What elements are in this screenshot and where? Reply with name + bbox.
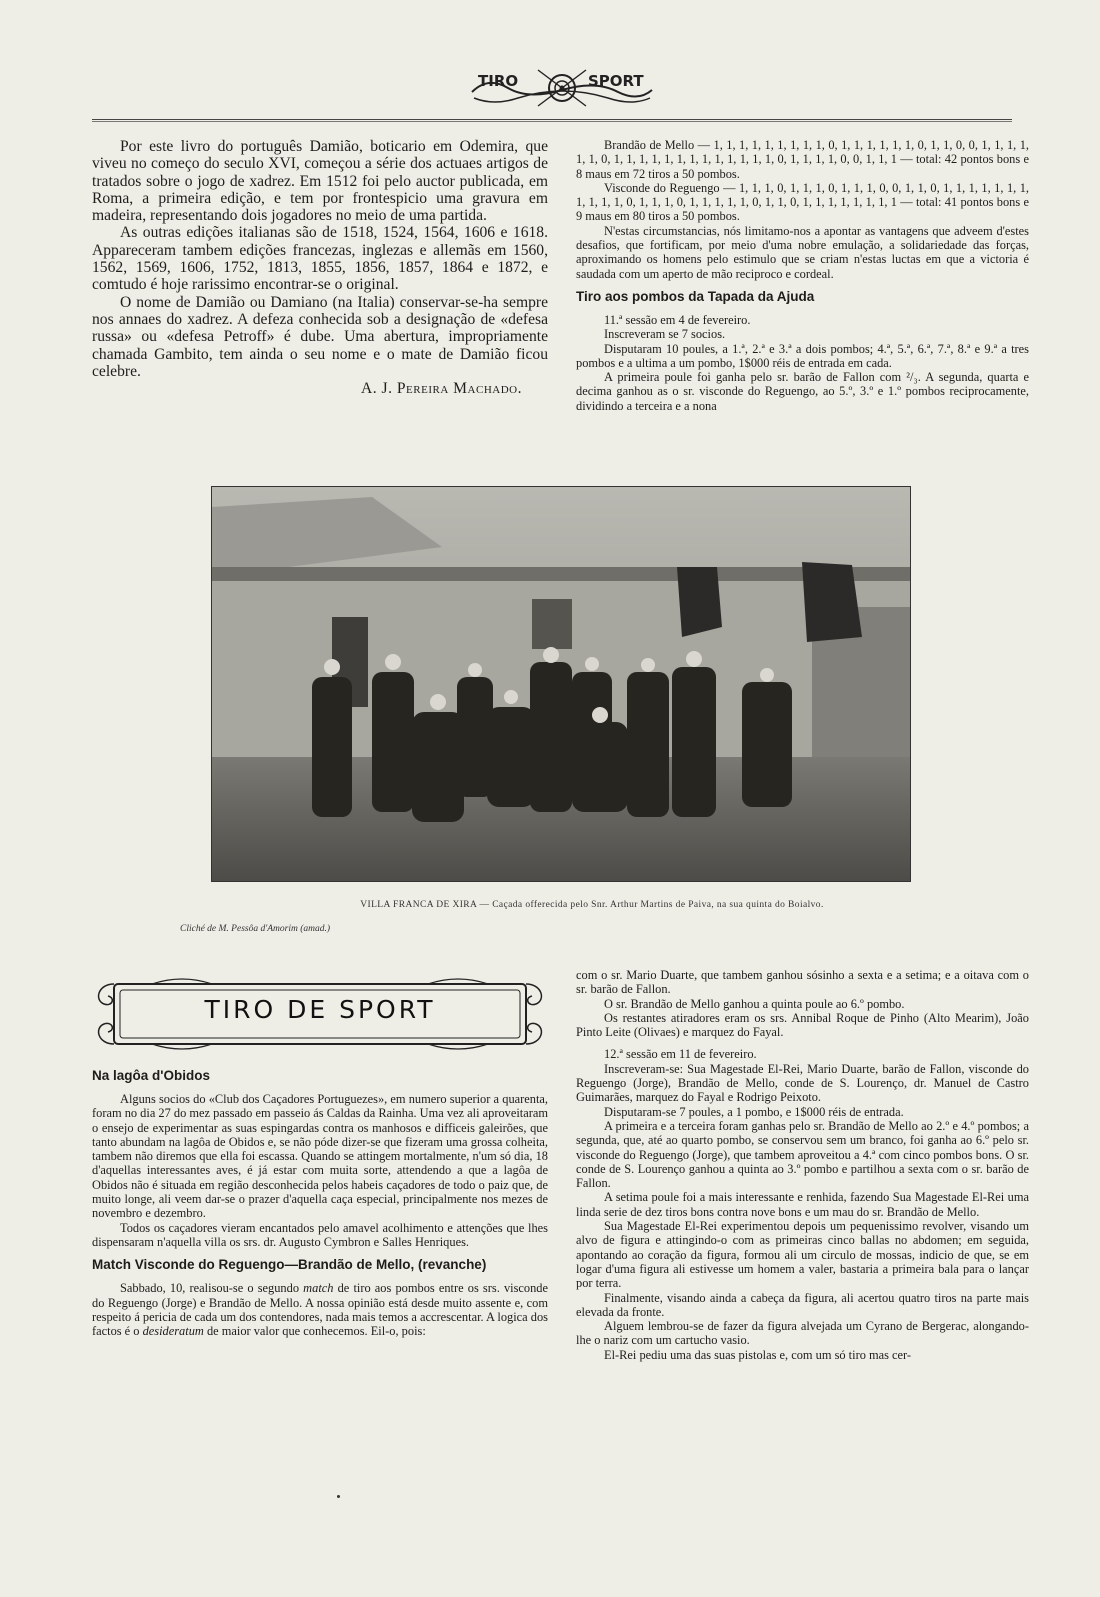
paragraph: N'estas circumstancias, nós limitamo-nos a apontar as vantagens que adveem d'estes desafios, que fortificam, por meio d'uma nobre emulação, a solidariedade das forças, aproximando os homens pelo estimulo que se criam n'estas luctas em que a victoria é saudada com um aperto de mão reciproco e cordeal.	[576, 223, 1029, 281]
paragraph: com o sr. Mario Duarte, que tambem ganhou sósinho a sexta e a setima; e a oitava com o sr. barão de Fallon.	[576, 968, 1029, 997]
paragraph: A setima poule foi a mais interessante e renhida, fazendo Sua Magestade El-Rei uma linda serie de dez tiros bons contra nove bons e um mau do sr. Brandão de Mello.	[576, 1190, 1029, 1219]
masthead-text-right: SPORT	[588, 72, 644, 90]
top-left-column	[92, 138, 548, 397]
paragraph: Alguns socios do «Club dos Caçadores Portuguezes», em numero superior a quarenta, foram no dia 27 do mez passado em passeio ás Caldas da Rainha. Uma vez ali aproveitaram o ensejo de experimentar as suas espingardas contra os manhosos e difficeis galeirões, que tanto abundam na lagôa de Obidos e, se não póde dizer-se que fizeram uma grossa colheita, tambem não diremos que ella foi escassa. Quando se attingem mortalmente, n'um só dia, 18 d'aquellas interessantes aves, é já estar com muita sorte, attendendo a que a lagôa de Obidos não é situada em região desconhecida pelos habeis caçadores de todo o paiz que, de muito longe, ali veem dar-se o prazer d'aquella caça especial, principalmente nos mezes de novembro e dezembro.	[92, 1092, 548, 1221]
paragraph: Sabbado, 10, realisou-se o segundo match de tiro aos pombos entre os srs. visconde do Reguengo (Jorge) e Brandão de Mello. A nossa opinião está desde muito assente e, com respeito á pericia de cada um dos contendores, nada mais temos a accrescentar. A logica dos factos é o desideratum de maior valor que conhecemos. Eil-o, pois:	[92, 1281, 548, 1339]
photo-caption: VILLA FRANCA DE XIRA — Caçada offerecida pelo Snr. Arthur Martins de Paiva, na sua quinta do Boialvo.	[360, 900, 824, 910]
paragraph: Todos os caçadores vieram encantados pelo amavel acolhimento e attenções que lhes dispensaram n'aquella villa os srs. dr. Augusto Cymbron e Salles Henriques.	[92, 1220, 548, 1249]
paragraph: A primeira poule foi ganha pelo sr. barão de Fallon com ²/₃. A segunda, quarta e decima ganhou as o sr. visconde do Reguengo, ao 5.º, 3.º e 1.º pombos reciprocamente, dividindo a terceira e a nona	[576, 370, 1029, 413]
paragraph: Alguem lembrou-se de fazer da figura alvejada um Cyrano de Bergerac, alongando-lhe o nariz com um cartucho vasio.	[576, 1319, 1029, 1348]
paragraph: Sua Magestade El-Rei experimentou depois um pequenissimo revolver, visando um alvo de figura e attingindo-o com as primeiras cinco ballas no abdomen; em seguida, apontando ao coração da figura, formou ali um circulo de mossas, indicio de que, se em logar d'uma figura ali estivesse um homem a valer, bastaria a primeira bala para o lançar por terra.	[576, 1219, 1029, 1291]
score-paragraph: Visconde do Reguengo — 1, 1, 1, 0, 1, 1, 1, 0, 1, 1, 1, 0, 0, 1, 1, 0, 1, 1, 1, 1, 1, 1, 1, 1, 1, 1, 1, 0, 1, 1, 1, 0, 1, 1, 1, 1, 1, 0, 1, 1, 0, 1, 1, 1, 1, 1, 1, 1, 1 — total: 41 pontos bons e 9 maus em 80 tiros a 50 pombos.	[576, 180, 1029, 224]
section-heading: Match Visconde do Reguengo—Brandão de Mello, (revanche)	[92, 1257, 487, 1273]
paragraph: 12.ª sessão em 11 de fevereiro.	[604, 1047, 757, 1062]
masthead-text-left: TIRO	[478, 72, 519, 90]
paragraph: As outras edições italianas são de 1518, 1524, 1564, 1606 e 1618. Appareceram tambem edições francezas, inglezas e allemãs em 1560, 1562, 1569, 1606, 1752, 1813, 1855, 1856, 1857, 1864 e 1872, e comtudo é hoje rarissimo encontrar-se o original.	[92, 224, 548, 294]
paragraph: Disputaram-se 7 poules, a 1 pombo, e 1$000 réis de entrada.	[604, 1104, 904, 1119]
section-heading: Tiro aos pombos da Tapada da Ajuda	[576, 288, 815, 304]
page-mark	[337, 1495, 340, 1498]
hunting-party-photo	[211, 486, 911, 882]
paragraph: El-Rei pediu uma das suas pistolas e, com um só tiro mas cer-	[604, 1347, 912, 1362]
author-signature: A. J. Pereira Machado.	[360, 380, 522, 398]
photo-credit: Cliché de M. Pessôa d'Amorim (amad.)	[180, 924, 331, 934]
header-rule	[92, 119, 1012, 122]
masthead-logo	[468, 62, 656, 112]
paragraph: Disputaram 10 poules, a 1.ª, 2.ª e 3.ª a dois pombos; 4.ª, 5.ª, 6.ª, 7.ª, 8.ª e 9.ª a tres pombos e a ultima a um pombo, 1$000 réis de entrada em cada.	[576, 341, 1029, 370]
paragraph: Finalmente, visando ainda a cabeça da figura, ali acertou quatro tiros na parte mais elevada da fronte.	[576, 1290, 1029, 1319]
paragraph: Os restantes atiradores eram os srs. Annibal Roque de Pinho (Alto Mearim), João Pinto Leite (Olivaes) e marquez do Fayal.	[576, 1010, 1029, 1040]
top-right-column	[576, 138, 1029, 413]
bottom-left-column	[92, 1068, 548, 1338]
paragraph: 11.ª sessão em 4 de fevereiro.	[604, 312, 751, 327]
paragraph: Por este livro do português Damião, boticario em Odemira, que viveu no começo do seculo XVI, começou a série dos actuaes artigos de tratados sobre o jogo de xadrez. Em 1512 foi pelo auctor publicada, em Roma, a primeira edição, e tem por frontespicio uma gravura em madeira, representando dois jogadores no meio de uma partida.	[92, 138, 548, 225]
paragraph: A primeira e a terceira foram ganhas pelo sr. Brandão de Mello ao 2.º e 4.º pombos; a segunda, que, até ao quarto pombo, se conservou sem um branco, foi ganha ao 6.º pelo sr. visconde do Reguengo (Jorge), que tambem aproveitou a 4.ª com cinco pombos bons. O sr. conde de S. Lourenço ganhou a quinta ao 3.º pombo e partilhou a sexta com o sr. barão de Fallon.	[576, 1118, 1029, 1191]
paragraph: O nome de Damião ou Damiano (na Italia) conservar-se-ha sempre nos annaes do xadrez. A defeza conhecida sob a designação de «defesa russa» ou «defesa Petroff» é dube. Uma abertura, impropriamente chamada Gambito, tem ainda o seu nome e o mate de Damião ficou celebre.	[92, 293, 548, 380]
paragraph: Inscreveram-se: Sua Magestade El-Rei, Mario Duarte, barão de Fallon, visconde do Reguengo (Jorge), Brandão de Mello, conde de S. Lourenço, dr. Manuel de Castro Guimarães, marquez do Fayal e Rodrigo Peixoto.	[576, 1061, 1029, 1105]
score-paragraph: Brandão de Mello — 1, 1, 1, 1, 1, 1, 1, 1, 1, 0, 1, 1, 1, 1, 1, 1, 0, 1, 1, 0, 0, 1, 1, 1, 1, 1, 1, 0, 1, 1, 1, 1, 1, 1, 1, 1, 1, 1, 1, 1, 1, 0, 1, 1, 1, 1, 0, 0, 1, 1, 1 — total: 42 pontos bons e 8 maus em 72 tiros a 50 pombos.	[576, 138, 1029, 181]
section-heading: Na lagôa d'Obidos	[92, 1068, 210, 1083]
section-banner-title: TIRO DE SPORT	[204, 995, 436, 1024]
paragraph: Inscreveram se 7 socios.	[604, 327, 726, 342]
paragraph: O sr. Brandão de Mello ganhou a quinta poule ao 6.º pombo.	[604, 996, 905, 1011]
bottom-right-column	[576, 968, 1029, 1362]
